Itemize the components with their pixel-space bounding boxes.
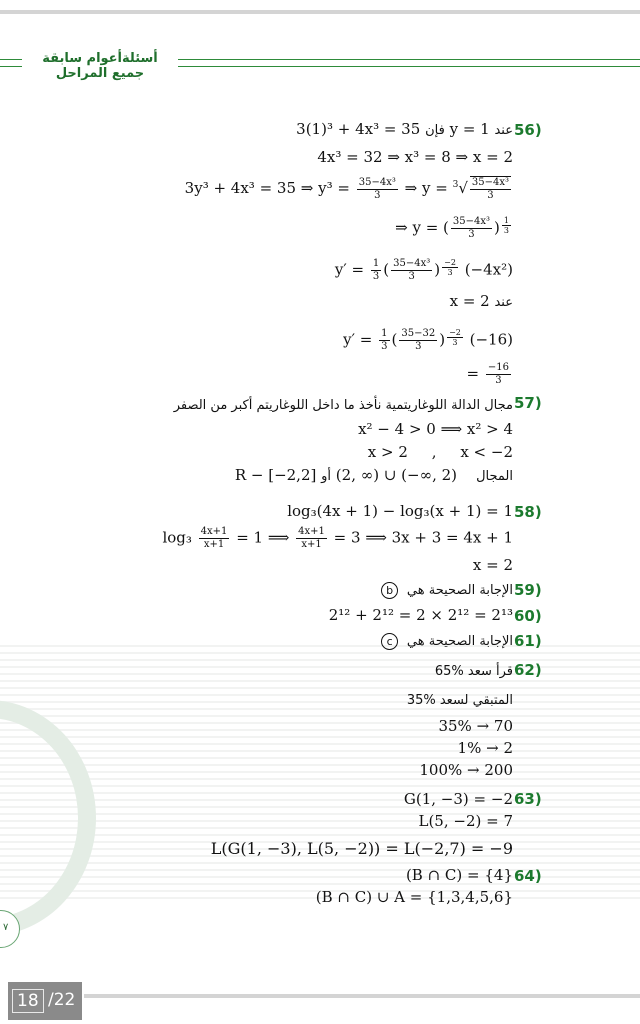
- q63-line1: G(1, −3) = −2: [403, 790, 513, 808]
- question-number: 61): [514, 632, 542, 650]
- bottom-rule: [84, 994, 640, 998]
- q60-line: 2¹² + 2¹² = 2 × 2¹² = 2¹³: [328, 606, 513, 624]
- question-number: 56): [514, 121, 542, 139]
- fraction: $\frac{4x+1}{x+1}$: [200, 526, 228, 550]
- q56-line4: ⇒ y = ( $\frac{\text{35−4x³}}{3}$ ) $\frac{1}{3}$: [395, 216, 509, 240]
- q56-line7: y′ = $\frac{1}{3}$ ( $\frac{35-32}{3}$ ) $\frac{-2}{3}$ (−16): [343, 328, 513, 352]
- fraction: $\frac{\text{35−4x³}}{3}$: [452, 216, 491, 240]
- q56-line2: 4x³ = 32 ⇒ x³ = 8 ⇒ x = 2: [317, 148, 513, 166]
- q58-line1: log₃(4x + 1) − log₃(x + 1) = 1: [287, 502, 513, 520]
- fraction: $\frac{4x+1}{x+1}$: [298, 526, 325, 550]
- total-pages: /22: [48, 990, 76, 1010]
- q57-line2: x² − 4 > 0 ⟹ x² > 4: [358, 420, 513, 438]
- root-symbol: √: [458, 179, 468, 197]
- current-page-number[interactable]: 18: [12, 989, 44, 1013]
- fraction: $\frac{35-32}{3}$: [401, 328, 436, 352]
- answer-choice-circle: c: [381, 633, 398, 650]
- q56-line6: x = 2 عند: [449, 292, 513, 310]
- q56-line8: = $\frac{-16}{3}$: [466, 362, 509, 386]
- q64-line2: (B ∩ C) ∪ A = {1,3,4,5,6}: [315, 888, 513, 906]
- fraction: $\frac{-16}{3}$: [487, 362, 509, 386]
- header-title: أسئلةأعوام سابقة جميع المراحل: [42, 51, 158, 81]
- question-number: 57): [514, 394, 542, 412]
- q59-line: b الإجابة الصحيحة هي: [381, 580, 513, 599]
- q57-line4: R − [−2,2] أو (2, ∞) ∪ (−∞, 2) المجال: [234, 466, 513, 484]
- side-page-badge: ٧: [0, 910, 20, 948]
- fraction: $\frac{1}{3}$: [381, 328, 388, 352]
- q61-line: c الإجابة الصحيحة هي: [381, 631, 513, 650]
- exponent-fraction: $\frac{1}{3}$: [503, 216, 509, 235]
- q62-line1: قرأ سعد %65: [434, 664, 513, 679]
- question-number: 60): [514, 607, 542, 625]
- q62-line3: 35% → 70: [438, 717, 513, 735]
- question-number: 63): [514, 790, 542, 808]
- question-number: 64): [514, 867, 542, 885]
- q64-line1: (B ∩ C) = {4}: [405, 866, 513, 884]
- fraction: $\frac{\text{35−4x³}}{3}$: [358, 176, 396, 201]
- question-number: 58): [514, 503, 542, 521]
- question-number: 59): [514, 581, 542, 599]
- header-rule-right: [178, 59, 640, 67]
- q62-line2: المتبقي لسعد %35: [406, 693, 513, 708]
- exponent-fraction: $\frac{-2}{3}$: [449, 328, 461, 347]
- fraction: $\frac{\text{35−4x³}}{3}$: [471, 177, 509, 201]
- q58-line3: x = 2: [472, 556, 513, 574]
- q57-text: مجال الدالة اللوغاريتمية نأخذ ما داخل اللوغاريتم أكبر من الصفر: [173, 398, 513, 413]
- q56-line3: 3y³ + 4x³ = 35 ⇒ y³ = $\frac{\text{35−4x³}}{3}$ ⇒ y = $^3$√ $\frac{\text{35−4x³}}{3}$: [184, 176, 509, 201]
- q56-line5: y′ = $\frac{1}{3}$ ( $\frac{\text{35−4x³}}{3}$ ) $\frac{-2}{3}$ (−4x²): [334, 258, 513, 282]
- header-rule-left: [0, 59, 22, 67]
- q62-line4: 1% → 2: [457, 739, 513, 757]
- page-indicator[interactable]: [8, 982, 82, 1020]
- q56-line1: 3(1)³ + 4x³ = 35 فإن y = 1 عند: [296, 120, 513, 138]
- q58-line2: log₃ $\frac{4x+1}{x+1}$ = 1 ⟹ $\frac{4x+1}{x+1}$ = 3 ⟹ 3x + 3 = 4x + 1: [162, 526, 513, 550]
- background-stripes: [0, 640, 640, 900]
- fraction: $\frac{\text{35−4x³}}{3}$: [393, 258, 431, 282]
- question-number: 62): [514, 661, 542, 679]
- exponent-fraction: $\frac{-2}{3}$: [444, 258, 456, 277]
- q62-line5: 100% → 200: [419, 761, 513, 779]
- q63-line3: L(G(1, −3), L(5, −2)) = L(−2,7) = −9: [210, 839, 513, 858]
- q63-line2: L(5, −2) = 7: [418, 812, 513, 830]
- page-header: [0, 50, 640, 81]
- q57-line3: x > 2 , x < −2: [367, 443, 513, 461]
- answer-choice-circle: b: [381, 582, 398, 599]
- fraction: $\frac{1}{3}$: [372, 258, 380, 282]
- top-rule: [0, 10, 640, 14]
